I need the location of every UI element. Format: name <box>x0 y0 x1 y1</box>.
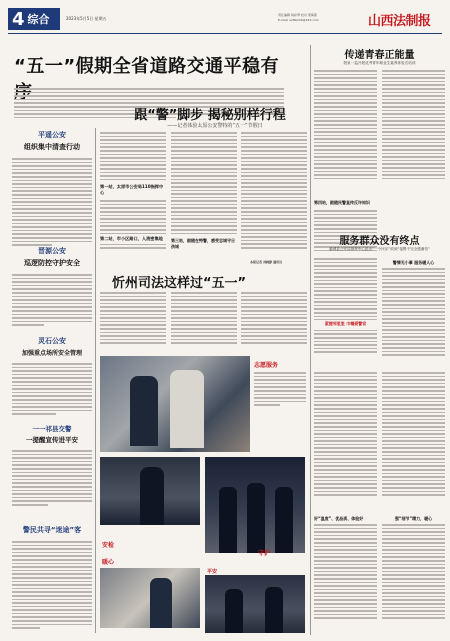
right-mid-subtitle: 潞城县公安局指挥中心抢出“一令民乐”收到“接警不完全感谢信” <box>329 247 430 251</box>
right-bottom-body-col-1 <box>314 372 377 512</box>
issue-date: 2023年5月5日 星期五 <box>66 16 107 21</box>
left-item-body <box>12 158 92 256</box>
page-number: 4 <box>12 8 25 30</box>
photo-caption-volunteer <box>254 372 306 412</box>
photo-label-security: 安检 <box>102 542 115 549</box>
right-top-title: 传递青春正能量 <box>344 50 415 61</box>
header-rule <box>8 33 442 34</box>
right-bottom-body-col-2b <box>382 524 445 634</box>
right-top-subtitle: 阳泉一监开展优秀青年职业生素养体验式培训 <box>343 61 416 65</box>
left-col-item-3 <box>12 336 92 421</box>
right-bottom-body-col-1b <box>314 524 377 634</box>
editor-line: E-mail: sxfzbzhb@163.com <box>278 17 319 22</box>
right-mid-headline: 紧握邻里里 巾帼爱警官 <box>314 320 377 328</box>
mid-story-col-3 <box>241 132 307 262</box>
photo-label-guard: 守护 <box>258 550 271 557</box>
editor-line: 责任编辑 杨彩琴 校对 邢海燕 <box>278 13 317 17</box>
left-item-title: 警民共寻“迷途”客 <box>22 526 82 534</box>
left-item-title: 晋源公安 <box>38 247 66 255</box>
right-top-body-col-1 <box>314 70 377 195</box>
court-story-body-col-3 <box>241 292 307 352</box>
left-item-body <box>12 541 92 641</box>
right-bottom-section: 强“细节”精力，暖心 <box>394 516 433 521</box>
photo-warm <box>100 568 200 628</box>
left-item-subtitle: 一提醒宣传进平安 <box>26 436 78 444</box>
main-story-title: “五一”假期全省道路交通平稳有 <box>14 56 280 77</box>
left-item-subtitle: 加强重点场所安全管理 <box>21 350 82 357</box>
right-mid-body-col-2 <box>382 268 445 368</box>
photo-safe <box>205 575 305 633</box>
photo-volunteer <box>100 356 250 452</box>
mid-story-subtitle: ——记者体验太原公安警特的“五一”节假日 <box>167 123 263 129</box>
right-top-body-col-2 <box>382 70 445 195</box>
court-story-body-col-2 <box>171 292 237 352</box>
photo-label-safe: 平安 <box>207 569 218 575</box>
left-col-item-2 <box>12 246 92 332</box>
left-column-divider <box>95 128 96 633</box>
masthead: 山西法制报 <box>368 14 431 29</box>
left-col-item-5 <box>12 525 92 641</box>
photo-security <box>100 457 200 525</box>
left-item-title: 灵石公安 <box>38 337 66 345</box>
left-item-body <box>12 450 92 512</box>
left-item-subtitle: 巡逻防控守护安全 <box>24 259 80 267</box>
mid-section-heading: 第一站，太原市公安局110指挥中心 <box>100 182 166 198</box>
mid-story-byline: 本报记者 刘晓静 通讯员 <box>250 260 283 264</box>
right-bottom-body-col-2 <box>382 372 445 512</box>
left-item-title: 一一祁县交警 <box>32 425 72 433</box>
left-item-title: 平遥公安 <box>38 131 66 139</box>
page-label: 综合 <box>27 13 50 26</box>
mid-story-title: 跟“警”脚步 揭秘别样行程 <box>134 108 286 123</box>
photo-label-warm: 暖心 <box>102 559 115 566</box>
court-story-body-col-1 <box>100 292 166 352</box>
editor-info <box>278 13 319 22</box>
left-item-body <box>12 274 92 332</box>
right-mid-headline: 警情无小事 服务暖人心 <box>392 260 435 265</box>
left-item-body <box>12 363 92 421</box>
page-number-badge <box>8 8 60 30</box>
left-item-subtitle: 组织集中清查行动 <box>24 143 80 151</box>
left-col-item-1 <box>12 130 92 256</box>
right-mid-body-col-1 <box>314 258 377 368</box>
page-header <box>0 0 450 38</box>
right-column-divider <box>310 45 311 635</box>
right-mid-title: 服务群众没有终点 <box>339 236 420 247</box>
right-top-section: 第四站，跟随民警直传反诈知识 <box>314 200 370 205</box>
court-section-heading: 好“温度”、优品质、体验好 <box>314 516 364 521</box>
photo-guard <box>205 457 305 553</box>
left-col-item-4 <box>12 424 92 512</box>
court-story-title: 忻州司法这样过“五一” <box>112 276 247 291</box>
mid-section-heading: 第二站，市小区路口，人流密集地 <box>100 234 166 244</box>
photo-label-volunteer: 志愿服务 <box>254 362 279 369</box>
mid-section-heading: 第三站，跟随在特警，感受忠城守日孩城 <box>171 236 237 252</box>
